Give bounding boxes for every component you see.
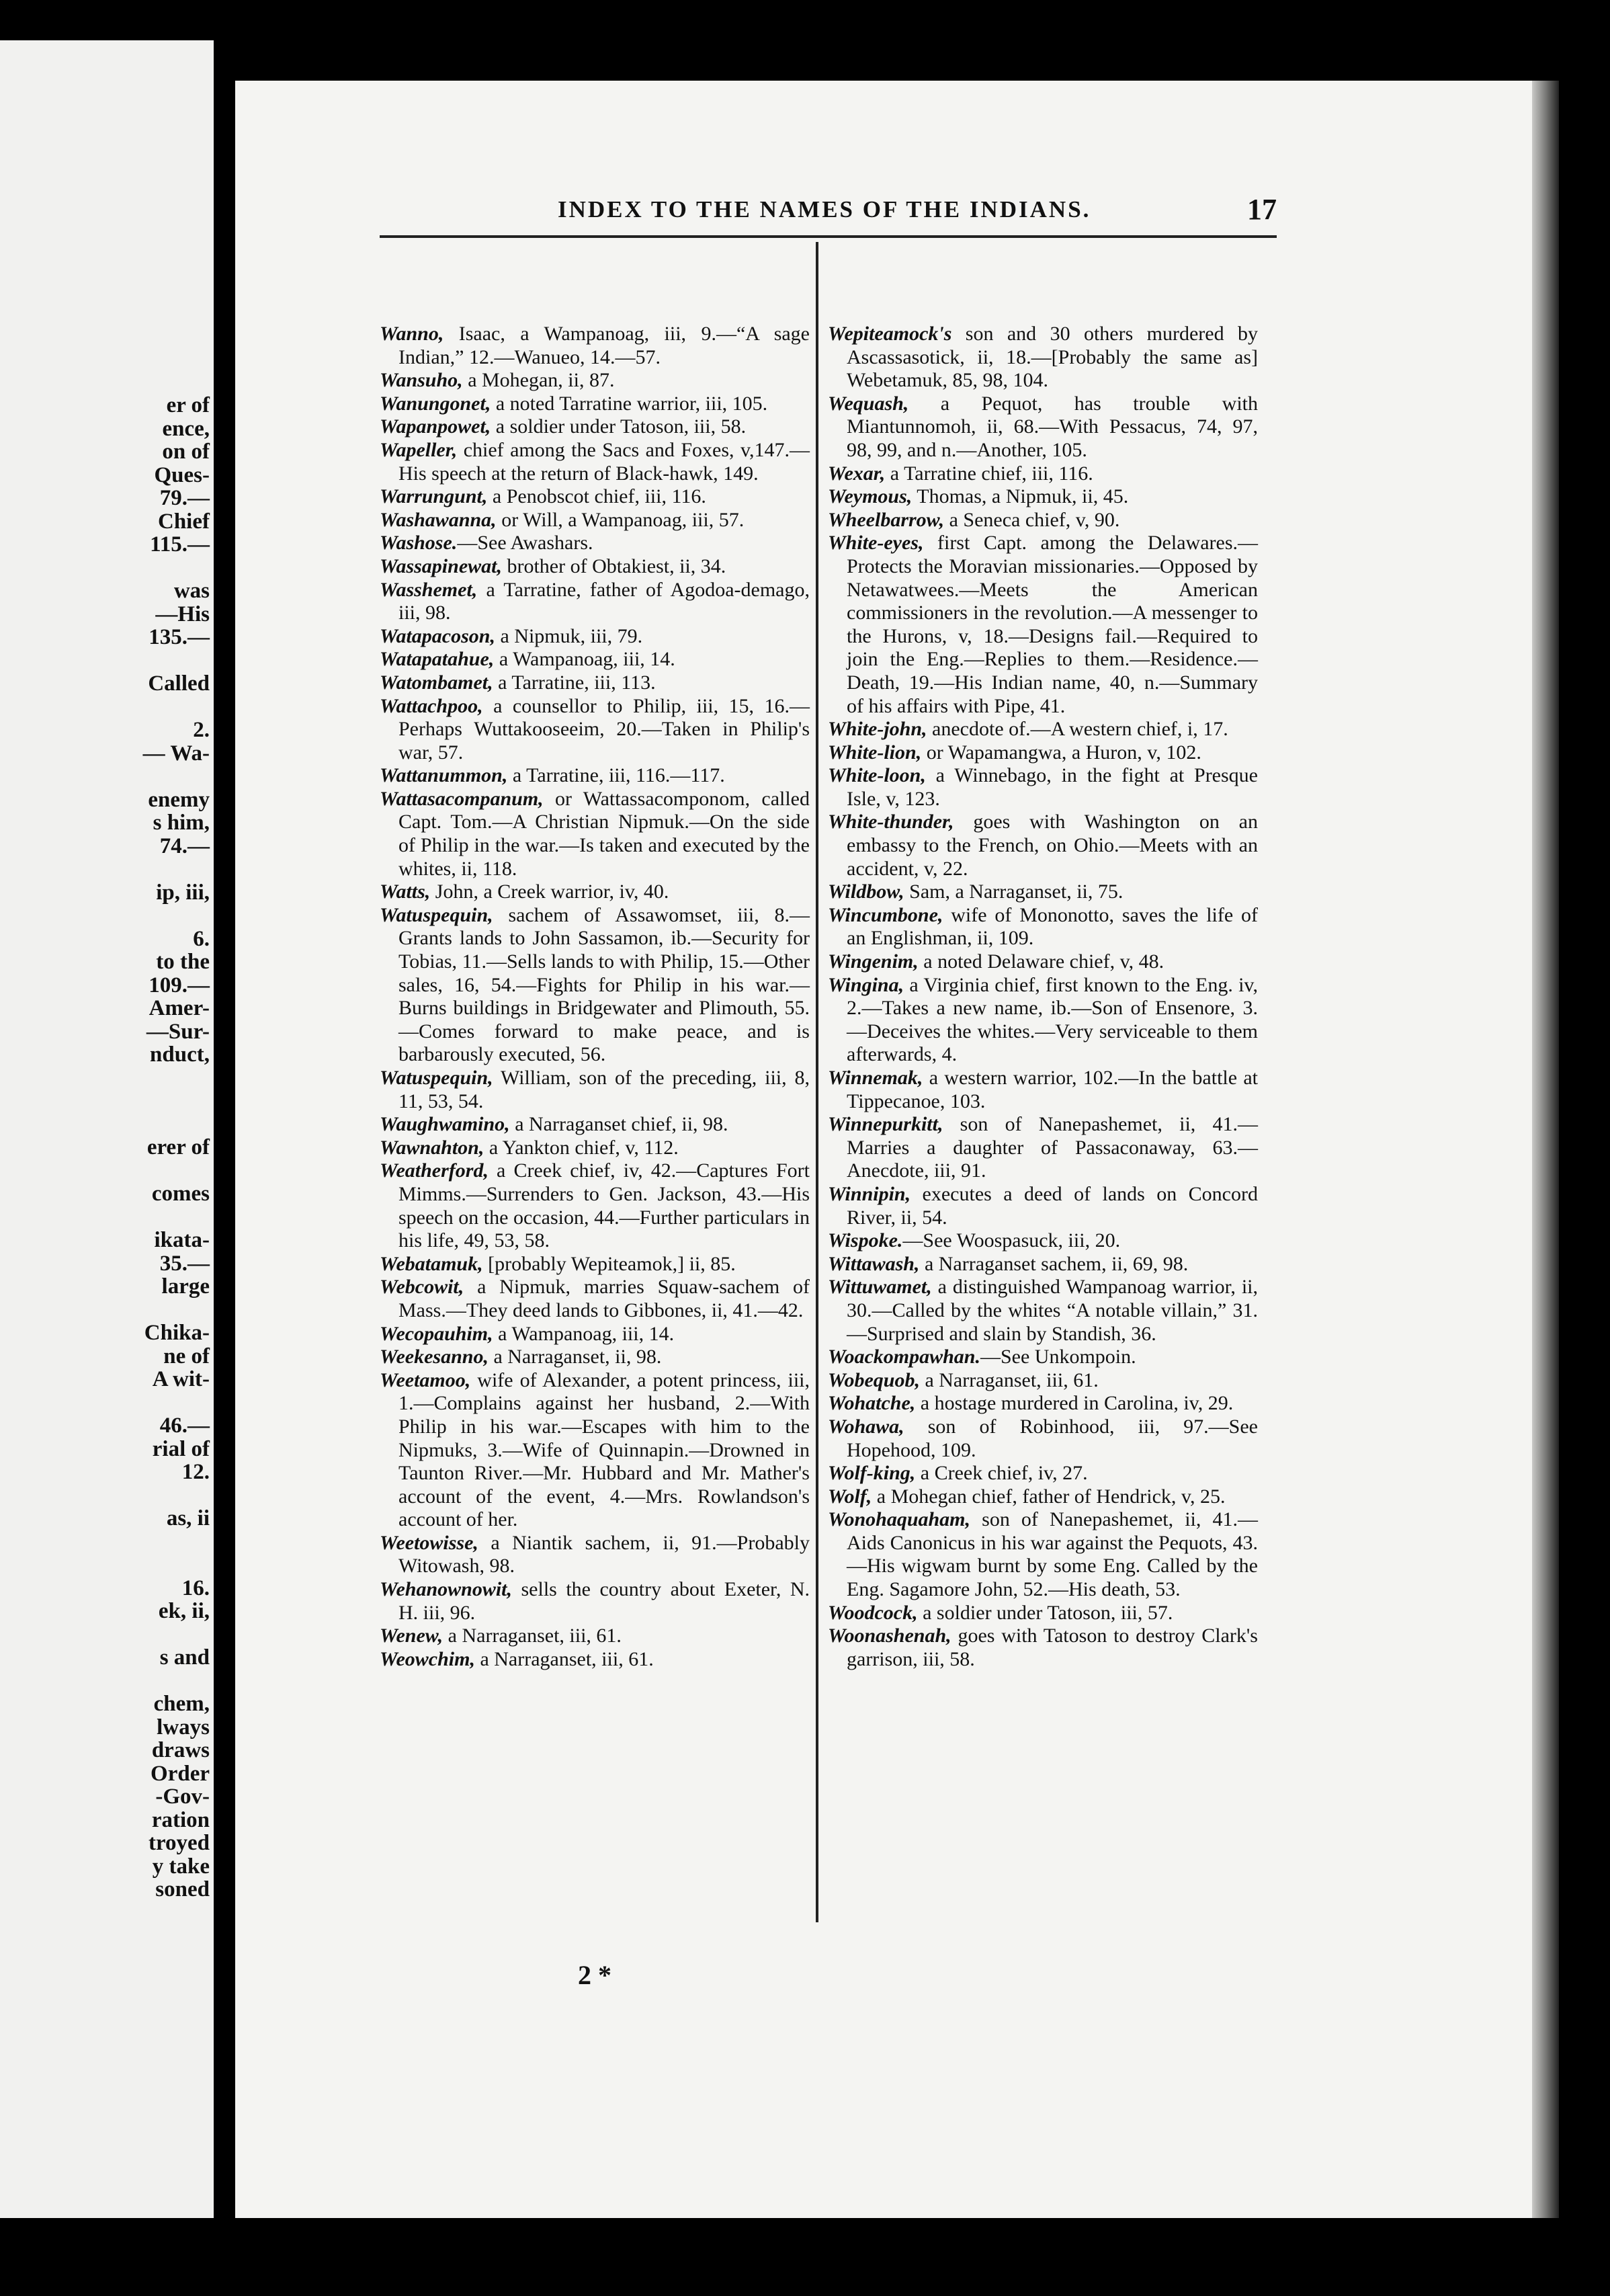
index-entry-name: Weymous, — [828, 485, 913, 508]
index-entry — [380, 1253, 810, 1276]
index-entry-text: a soldier under Tatoson, iii, 58. — [491, 415, 747, 438]
index-entry-text: goes with Tatoson to destroy Clark's garrison, iii, 58. — [847, 1625, 1258, 1670]
index-entry-name: Wolf-king, — [828, 1462, 916, 1485]
left-page-fragment-line: Chika- — [144, 1321, 210, 1345]
index-entry — [828, 1113, 1258, 1183]
index-entry-name: Wanno, — [380, 323, 444, 345]
left-page-fragment-line: ip, iii, — [156, 880, 210, 905]
index-entry — [828, 741, 1258, 765]
index-entry — [380, 439, 810, 485]
index-entry-text: a Niantik sachem, ii, 91.—Probably Witowash, 98. — [398, 1531, 810, 1577]
index-entry-name: Watts, — [380, 880, 431, 903]
index-entry-text: sells the country about Exeter, N. H. iii, 96. — [398, 1578, 810, 1624]
index-entry-text: a Nipmuk, marries Squaw-sachem of Mass.—They deed lands to Gibbones, ii, 41.—42. — [398, 1276, 810, 1321]
left-page-fragment-line: enemy — [148, 787, 210, 812]
index-entry-name: Washose. — [380, 532, 458, 555]
index-entry-name: Weowchim, — [380, 1647, 475, 1670]
index-entry-name: Webcowit, — [380, 1276, 464, 1299]
index-entry — [380, 904, 810, 1067]
index-entry — [380, 1067, 810, 1113]
left-page-fragment-line: 12. — [181, 1460, 210, 1484]
index-entry-text: —See Woospasuck, iii, 20. — [902, 1229, 1121, 1252]
left-page-fragment-line: 79.— — [159, 486, 210, 510]
left-page-fragment-line: y take — [152, 1854, 210, 1879]
index-entry-text: a Wampanoag, iii, 14. — [494, 648, 675, 671]
index-entry — [828, 1392, 1258, 1416]
index-entry-name: Washawanna, — [380, 508, 497, 531]
index-entry — [380, 1159, 810, 1252]
index-column-right — [828, 323, 1258, 1671]
index-entry — [828, 718, 1258, 741]
index-entry-text: William, son of the preceding, iii, 8, 11, 53, 54. — [398, 1067, 810, 1112]
index-entry — [380, 1113, 810, 1137]
index-entry — [828, 462, 1258, 486]
index-entry — [380, 1532, 810, 1578]
index-entry-text: a distinguished Wampanoag warrior, ii, 30.—Called by the whites “A notable villain,” 31.—Surprised and slain by Standish, 36. — [847, 1276, 1258, 1345]
index-entry — [828, 764, 1258, 811]
left-page-fragment-line: — Wa- — [142, 741, 210, 766]
index-entry-text: a soldier under Tatoson, iii, 57. — [917, 1601, 1173, 1624]
left-page-fragment-line: s and — [159, 1645, 210, 1670]
index-entry-text: a counsellor to Philip, iii, 15, 16.—Perhaps Wuttakooseeim, 20.—Taken in Philip's war, 57. — [398, 694, 810, 764]
index-entry-name: Wecopauhim, — [380, 1322, 493, 1345]
index-entry-text: a Tarratine chief, iii, 116. — [885, 462, 1093, 485]
index-entry — [828, 1416, 1258, 1462]
index-entry — [828, 1229, 1258, 1253]
index-entry-text: a Mohegan, ii, 87. — [462, 369, 615, 392]
index-entry — [828, 1276, 1258, 1346]
left-page-fragment-line: s him, — [153, 811, 210, 835]
index-entry-name: Winnemak, — [828, 1067, 923, 1089]
left-page-fragment-line: Amer- — [149, 996, 210, 1020]
index-entry-name: Weatherford, — [380, 1159, 489, 1182]
left-page-fragment-line: was — [173, 579, 210, 603]
left-page-fragment-line: 46.— — [159, 1413, 210, 1438]
page-edge-shadow — [1532, 81, 1559, 2218]
index-entry-name: Wingina, — [828, 973, 904, 996]
left-page-fragment-line: 74.— — [159, 833, 210, 858]
left-page-fragment-line: 35.— — [159, 1251, 210, 1276]
index-entry — [828, 323, 1258, 393]
index-entry-name: Watuspequin, — [380, 903, 493, 926]
index-entry — [828, 1183, 1258, 1229]
index-entry-text: a Creek chief, iv, 42.—Captures Fort Mimms.—Surrenders to Gen. Jackson, 43.—His speech on the occasion, 44.—Further particulars in his life, 49, 53, 58. — [398, 1159, 810, 1252]
left-page-fragment-line: lways — [157, 1715, 210, 1739]
index-entry — [828, 1485, 1258, 1509]
index-entry-name: Wattachpoo, — [380, 694, 483, 717]
index-entry-text: a Narraganset, ii, 98. — [488, 1346, 662, 1368]
left-page-fragment-line: er of — [166, 393, 210, 417]
index-entry-text: a noted Delaware chief, v, 48. — [918, 950, 1164, 973]
index-entry-text: chief among the Sacs and Foxes, v,147.—His speech at the return of Black-hawk, 149. — [398, 438, 810, 485]
index-entry-name: Wenew, — [380, 1625, 443, 1647]
index-entry-name: Winnipin, — [828, 1182, 911, 1205]
index-entry — [828, 1369, 1258, 1393]
left-page-fragment-line: draws — [151, 1738, 210, 1762]
column-divider — [816, 242, 818, 1922]
left-page-fragment — [0, 40, 214, 2218]
index-entry-name: Winnepurkitt, — [828, 1113, 943, 1136]
left-page-fragment-line: soned — [155, 1877, 210, 1901]
index-entry-name: Woackompawhan. — [828, 1346, 980, 1368]
index-entry-name: Watapacoson, — [380, 624, 495, 647]
index-entry-name: Wingenim, — [828, 950, 919, 973]
index-entry — [380, 1276, 810, 1322]
left-page-fragment-line: 109.— — [149, 973, 210, 997]
index-entry-text: —See Unkompoin. — [980, 1346, 1136, 1368]
left-page-fragment-line: chem, — [153, 1692, 210, 1716]
index-entry-name: Watapatahue, — [380, 648, 495, 671]
index-entry — [380, 323, 810, 369]
index-entry — [828, 393, 1258, 462]
index-entry-text: a Nipmuk, iii, 79. — [495, 624, 643, 647]
index-entry-name: Weetowisse, — [380, 1531, 478, 1554]
index-entry-text: a hostage murdered in Carolina, iv, 29. — [915, 1392, 1234, 1415]
index-entry-text: [probably Wepiteamok,] ii, 85. — [482, 1252, 736, 1275]
left-page-fragment-line: ence, — [162, 416, 210, 441]
index-entry-name: Wolf, — [828, 1485, 872, 1508]
index-entry-text: a noted Tarratine warrior, iii, 105. — [491, 392, 768, 415]
index-entry-text: Thomas, a Nipmuk, ii, 45. — [912, 485, 1129, 508]
index-entry-name: Wildbow, — [828, 880, 904, 903]
index-entry — [380, 625, 810, 649]
index-entry-name: Webatamuk, — [380, 1252, 483, 1275]
index-entry-text: a Winnebago, in the fight at Presque Isle, v, 123. — [847, 764, 1258, 810]
index-entry-name: Wepiteamock's — [828, 323, 952, 345]
left-page-fragment-line: as, ii — [166, 1506, 210, 1530]
index-entry — [380, 369, 810, 393]
index-entry — [380, 1346, 810, 1369]
index-entry-name: Wattanummon, — [380, 764, 508, 787]
index-entry-name: White-lion, — [828, 741, 922, 764]
index-entry-name: Weetamoo, — [380, 1368, 471, 1391]
index-entry-name: Watombamet, — [380, 671, 493, 694]
index-entry — [828, 1462, 1258, 1485]
index-entry-name: Wobequob, — [828, 1368, 920, 1391]
signature-mark: 2 * — [578, 1960, 611, 1990]
index-entry-name: Wanungonet, — [380, 392, 491, 415]
index-entry-name: Wittuwamet, — [828, 1276, 932, 1299]
index-entry-name: Waughwamino, — [380, 1113, 510, 1136]
index-entry-name: Watuspequin, — [380, 1067, 493, 1089]
index-entry — [828, 509, 1258, 532]
left-page-fragment-line: rial of — [152, 1436, 210, 1461]
index-entry-name: Wasshemet, — [380, 578, 478, 601]
index-column-left — [380, 323, 810, 1671]
index-entry-name: Wexar, — [828, 462, 886, 485]
left-page-fragment-line: on of — [162, 440, 210, 464]
book-gutter — [214, 40, 234, 2258]
index-entry-text: wife of Alexander, a potent princess, iii, 1.—Complains against her husband, 2.—With Philip in his war.—Escapes with him to the Nipmuks, 3.—Wife of Quinnapin.—Drowned in Taunton River.—Mr. Hubbard and Mr. Mather's account of the event, 4.—Mrs. Rowlandson's account of her. — [398, 1368, 810, 1531]
left-page-fragment-line: ration — [151, 1807, 210, 1832]
index-entry-text: anecdote of.—A western chief, i, 17. — [927, 718, 1228, 741]
index-entry — [828, 1508, 1258, 1601]
index-entry-name: Wequash, — [828, 392, 909, 415]
index-entry-text: —See Awashars. — [457, 532, 593, 555]
index-entry-text: or Will, a Wampanoag, iii, 57. — [496, 508, 745, 531]
index-entry — [380, 695, 810, 765]
left-page-fragment-line: ikata- — [154, 1228, 210, 1252]
index-entry-text: a Seneca chief, v, 90. — [944, 508, 1120, 531]
left-page-fragment-line: nduct, — [150, 1042, 210, 1067]
index-entry — [828, 950, 1258, 974]
left-page-fragment-line: troyed — [148, 1831, 210, 1855]
index-entry-text: a western warrior, 102.—In the battle at Tippecanoe, 103. — [847, 1067, 1258, 1112]
index-entry — [828, 1346, 1258, 1369]
index-entry — [828, 904, 1258, 950]
index-entry-name: Wawnahton, — [380, 1136, 484, 1159]
index-entry-text: a Narraganset, iii, 61. — [443, 1625, 622, 1647]
index-entry — [380, 532, 810, 555]
index-entry-text: brother of Obtakiest, ii, 34. — [501, 555, 726, 577]
index-entry — [380, 880, 810, 904]
index-entry-name: Wittawash, — [828, 1252, 920, 1275]
index-entry — [380, 509, 810, 532]
index-entry-text: wife of Mononotto, saves the life of an Englishman, ii, 109. — [847, 903, 1258, 950]
index-entry-text: son and 30 others murdered by Ascassasotick, ii, 18.—[Probably the same as] Webetamuk, 85, 98, 104. — [847, 323, 1258, 392]
index-entry — [380, 1648, 810, 1672]
index-entry-name: Wonohaquaham, — [828, 1508, 971, 1531]
index-entry-name: Wapanpowet, — [380, 415, 491, 438]
left-page-fragment-line: large — [161, 1274, 210, 1299]
index-entry-name: Wispoke. — [828, 1229, 903, 1252]
index-entry — [380, 648, 810, 671]
left-page-fragment-line: A wit- — [152, 1367, 210, 1391]
index-entry — [380, 1137, 810, 1160]
index-entry-name: White-loon, — [828, 764, 926, 787]
index-entry-text: or Wapamangwa, a Huron, v, 102. — [921, 741, 1201, 764]
left-page-fragment-line: Order — [151, 1761, 210, 1786]
left-page-fragment-line: 115.— — [150, 532, 210, 557]
index-entry-text: a Narraganset sachem, ii, 69, 98. — [919, 1252, 1189, 1275]
index-entry-name: Weekesanno, — [380, 1346, 489, 1368]
left-page-fragment-line: 16. — [181, 1575, 210, 1600]
left-page-fragment-line: —Sur- — [146, 1019, 210, 1044]
index-entry — [380, 671, 810, 695]
left-page-fragment-line: Called — [148, 671, 210, 696]
index-entry — [380, 764, 810, 788]
index-entry-name: Wattasacompanum, — [380, 787, 544, 810]
index-entry — [380, 1625, 810, 1648]
index-entry-text: a Yankton chief, v, 112. — [484, 1136, 679, 1159]
index-entry-name: Warrungunt, — [380, 485, 488, 508]
index-entry-text: executes a deed of lands on Concord River, ii, 54. — [847, 1182, 1258, 1229]
index-entry — [380, 1323, 810, 1346]
index-entry-text: John, a Creek warrior, iv, 40. — [430, 880, 669, 903]
index-entry-text: a Tarratine, iii, 116.—117. — [507, 764, 725, 787]
index-entry-name: Wansuho, — [380, 369, 463, 392]
index-entry-text: Isaac, a Wampanoag, iii, 9.—“A sage Indian,” 12.—Wanueo, 14.—57. — [398, 323, 810, 368]
index-entry-text: first Capt. among the Delawares.—Protects the Moravian missionaries.—Opposed by Netawatwees.—Meets the American commissioners in the revolution.—A messenger to the Hurons, v, 18.—Designs fail.—Required to join the Eng.—Replies to them.—Residence.—Death, 19.—His Indian name, 40, n.—Summary of his affairs with Pipe, 41. — [847, 532, 1258, 717]
left-page-fragment-line: 2. — [193, 718, 210, 742]
index-entry — [380, 1578, 810, 1625]
left-page-fragment-line: -Gov- — [155, 1785, 210, 1809]
index-entry-text: sachem of Assawomset, iii, 8.—Grants lands to John Sassamon, ib.—Security for Tobias, 11.—Sells lands to with Philip, 15.—Other sales, 16, 54.—Fights for Philip in his war.—Burns buildings in Bridgewater and Plimouth, 55.—Comes forward to make peace, and is barbarously executed, 56. — [398, 903, 810, 1066]
index-entry-text: a Mohegan chief, father of Hendrick, v, 25. — [872, 1485, 1226, 1508]
index-entry — [828, 811, 1258, 880]
left-page-fragment-line: —His — [155, 602, 210, 626]
index-entry-text: a Tarratine, father of Agodoa-demago, iii, 98. — [398, 578, 810, 624]
index-entry-name: Wincumbone, — [828, 903, 943, 926]
index-entry-name: Wehanownowit, — [380, 1578, 513, 1601]
index-entry — [828, 1067, 1258, 1113]
left-page-fragment-line: 135.— — [149, 625, 210, 649]
index-entry-text: or Wattassacomponom, called Capt. Tom.—A Christian Nipmuk.—On the side of Philip in the war.—Is taken and executed by the whites, ii, 118. — [398, 787, 810, 880]
left-page-fragment-line: ne of — [163, 1344, 210, 1368]
index-entry — [828, 1253, 1258, 1276]
left-page-fragment-line: to the — [156, 950, 210, 974]
running-header — [316, 193, 1277, 237]
index-entry — [828, 974, 1258, 1067]
index-entry-text: a Tarratine, iii, 113. — [493, 671, 656, 694]
index-entry — [380, 415, 810, 439]
index-entry-text: goes with Washington on an embassy to the French, on Ohio.—Meets with an accident, v, 22. — [847, 811, 1258, 880]
index-entry-name: Woonashenah, — [828, 1625, 951, 1647]
left-page-fragment-line: ek, ii, — [158, 1599, 210, 1623]
index-entry-name: Wheelbarrow, — [828, 508, 945, 531]
index-entry-text: son of Nanepashemet, ii, 41.—Marries a daughter of Passaconaway, 63.—Anecdote, iii, 91. — [847, 1113, 1258, 1182]
index-entry — [380, 393, 810, 416]
index-entry-name: White-thunder, — [828, 811, 954, 833]
index-entry — [828, 532, 1258, 718]
left-page-fragment-line: 6. — [193, 926, 210, 951]
index-entry-text: Sam, a Narraganset, ii, 75. — [904, 880, 1124, 903]
index-entry-name: Wassapinewat, — [380, 555, 502, 577]
left-page-fragment-line: Chief — [158, 509, 210, 534]
index-entry-name: Wohawa, — [828, 1415, 904, 1438]
header-rule — [380, 235, 1277, 238]
index-entry — [828, 485, 1258, 509]
index-entry-text: a Virginia chief, first known to the Eng. iv, 2.—Takes a new name, ib.—Son of Ensenore, 3.—Deceives the whites.—Very serviceable to them afterwards, 4. — [847, 973, 1258, 1066]
index-entry-text: a Creek chief, iv, 27. — [915, 1462, 1088, 1485]
index-entry-name: Wapeller, — [380, 438, 458, 461]
index-entry-text: son of Nanepashemet, ii, 41.—Aids Canonicus in his war against the Pequots, 43.—His wigwam burnt by some Eng. Called by the Eng. Sagamore John, 52.—His death, 53. — [847, 1508, 1258, 1601]
left-page-fragment-line: erer of — [146, 1135, 210, 1159]
left-page-fragment-line: Ques- — [154, 462, 210, 487]
index-entry-text: a Narraganset, iii, 61. — [474, 1647, 654, 1670]
index-entry-text: a Penobscot chief, iii, 116. — [487, 485, 706, 508]
page-number: 17 — [1247, 193, 1277, 226]
page-title: INDEX TO THE NAMES OF THE INDIANS. — [558, 196, 1091, 222]
index-entry-text: a Pequot, has trouble with Miantunnomoh, ii, 68.—With Pessacus, 74, 97, 98, 99, and n.—Another, 105. — [847, 392, 1258, 461]
index-entry — [380, 788, 810, 880]
index-entry — [380, 555, 810, 579]
index-entry — [380, 1369, 810, 1532]
index-entry-name: White-eyes, — [828, 532, 924, 555]
index-entry — [828, 880, 1258, 904]
index-entry-name: White-john, — [828, 718, 927, 741]
index-entry — [380, 485, 810, 509]
index-entry-text: a Narraganset chief, ii, 98. — [509, 1113, 728, 1136]
index-entry-name: Woodcock, — [828, 1601, 918, 1624]
index-entry-text: a Wampanoag, iii, 14. — [493, 1322, 675, 1345]
index-entry — [828, 1625, 1258, 1671]
index-entry — [828, 1602, 1258, 1625]
index-entry-text: a Narraganset, iii, 61. — [919, 1368, 1099, 1391]
left-page-fragment-line: comes — [151, 1182, 210, 1206]
index-entry — [380, 579, 810, 625]
index-entry-name: Wohatche, — [828, 1392, 916, 1415]
index-entry-text: son of Robinhood, iii, 97.—See Hopehood, 109. — [847, 1415, 1258, 1461]
